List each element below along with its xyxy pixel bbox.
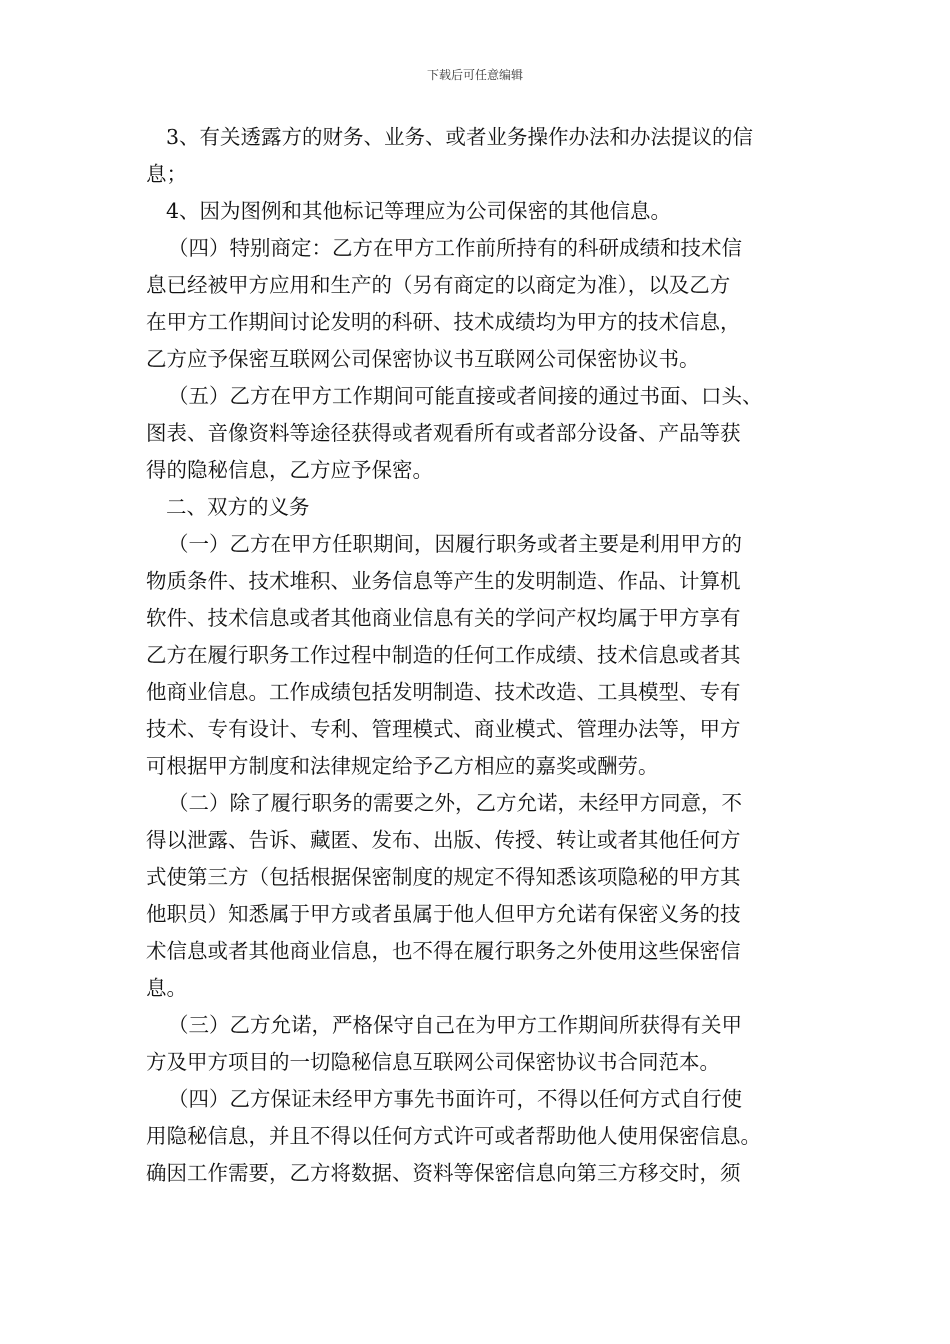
page-header: 下载后可任意编辑 (426, 68, 523, 82)
text-line: 息已经被甲方应用和生产的（另有商定的以商定为准），以及乙方 (146, 273, 731, 297)
text-line: 息。 (146, 976, 187, 1000)
text-line: 得以泄露、告诉、藏匿、发布、出版、传授、转让或者其他任何方 (146, 828, 741, 852)
text-line: 确因工作需要，乙方将数据、资料等保密信息向第三方移交时，须 (146, 1161, 741, 1185)
text-line: 他商业信息。工作成绩包括发明制造、技术改造、工具模型、专有 (146, 680, 741, 704)
text-line: 技术、专有设计、专利、管理模式、商业模式、管理办法等，甲方 (146, 717, 741, 741)
document-body (146, 119, 836, 1192)
text-line: 在甲方工作期间讨论发明的科研、技术成绩均为甲方的技术信息， (146, 310, 741, 334)
text-line: 4、因为图例和其他标记等理应为公司保密的其他信息。 (166, 199, 672, 223)
text-line: 他职员）知悉属于甲方或者虽属于他人但甲方允诺有保密义务的技 (146, 902, 741, 926)
text-line: 软件、技术信息或者其他商业信息有关的学问产权均属于甲方享有 (146, 606, 741, 630)
text-line: 得的隐秘信息，乙方应予保密。 (146, 458, 433, 482)
text-line: 式使第三方（包括根据保密制度的规定不得知悉该项隐秘的甲方其 (146, 865, 741, 889)
text-line: 图表、音像资料等途径获得或者观看所有或者部分设备、产品等获 (146, 421, 741, 445)
text-line: 乙方在履行职务工作过程中制造的任何工作成绩、技术信息或者其 (146, 643, 741, 667)
text-line: （三）乙方允诺，严格保守自己在为甲方工作期间所获得有关甲 (168, 1013, 742, 1037)
text-line: 3、有关透露方的财务、业务、或者业务操作办法和办法提议的信 (166, 125, 754, 149)
text-line: （二）除了履行职务的需要之外，乙方允诺，未经甲方同意，不 (168, 791, 742, 815)
text-line: 乙方应予保密互联网公司保密协议书互联网公司保密协议书。 (146, 347, 700, 371)
text-line: 术信息或者其他商业信息，也不得在履行职务之外使用这些保密信 (146, 939, 741, 963)
text-line: （一）乙方在甲方任职期间，因履行职务或者主要是利用甲方的 (168, 532, 742, 556)
text-line: （五）乙方在甲方工作期间可能直接或者间接的通过书面、口头、 (168, 384, 763, 408)
text-line: 用隐秘信息，并且不得以任何方式许可或者帮助他人使用保密信息。 (146, 1124, 761, 1148)
text-line: 息； (146, 162, 187, 186)
text-line: 方及甲方项目的一切隐秘信息互联网公司保密协议书合同范本。 (146, 1050, 720, 1074)
text-line: 二、双方的义务 (166, 495, 310, 519)
text-line: 可根据甲方制度和法律规定给予乙方相应的嘉奖或酬劳。 (146, 754, 659, 778)
text-line: 物质条件、技术堆积、业务信息等产生的发明制造、作品、计算机 (146, 569, 741, 593)
text-line: （四）乙方保证未经甲方事先书面许可，不得以任何方式自行使 (168, 1087, 742, 1111)
text-line: （四）特别商定：乙方在甲方工作前所持有的科研成绩和技术信 (168, 236, 742, 260)
